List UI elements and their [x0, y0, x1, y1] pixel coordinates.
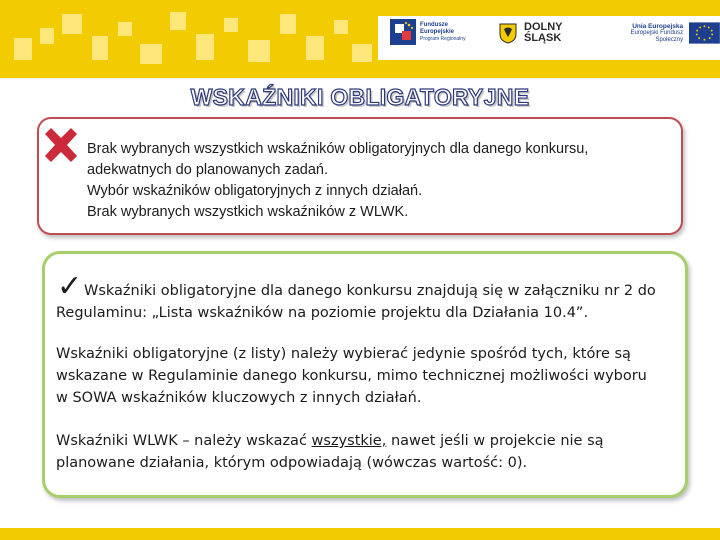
ds-line2: ŚLĄSK: [524, 32, 562, 44]
checkmark-icon: ✓: [57, 269, 83, 304]
ds-line1: DOLNY: [524, 21, 563, 33]
decor-square: [224, 18, 238, 32]
page-title: WSKAŹNIKI OBLIGATORYJNE: [190, 84, 530, 110]
positive-paragraph-2-line: w SOWA wskaźników kluczowych z innych działań.: [56, 390, 422, 406]
x-mark-icon: [41, 126, 81, 164]
positive-paragraph-1-line2: Regulaminu: „Lista wskaźników na poziomie projektu dla Działania 10.4”.: [56, 305, 589, 321]
decor-square: [40, 28, 54, 44]
dolny-slask-text: [524, 22, 563, 44]
decor-square: [248, 40, 270, 62]
eu-flag-icon: [689, 22, 720, 44]
decor-square: [62, 14, 82, 34]
decor-square: [280, 14, 296, 34]
negative-line: Brak wybranych wszystkich wskaźników obligatoryjnych dla danego konkursu,: [87, 141, 589, 157]
ue-line2: Europejski Fundusz Społeczny: [630, 29, 684, 43]
dolny-slask-crest-icon: [498, 22, 518, 44]
p3-pre: Wskaźniki WLWK – należy wskazać: [56, 433, 312, 449]
negative-line: Brak wybranych wszystkich wskaźników z WLWK.: [87, 204, 409, 220]
unia-europejska-logo: [604, 22, 720, 44]
negative-box: [37, 117, 683, 235]
positive-paragraph-2-line: wskazane w Regulaminie danego konkursu, mimo technicznej możliwości wyboru: [56, 368, 647, 384]
p3-underlined: wszystkie,: [311, 433, 387, 449]
fundusze-europejskie-text: [420, 22, 466, 43]
decor-square: [170, 12, 186, 30]
p3-post: nawet jeśli w projekcie nie są: [386, 433, 604, 449]
decor-square: [118, 22, 132, 36]
negative-line: Wybór wskaźników obligatoryjnych z innych działań.: [87, 183, 423, 199]
fe-line2: Europejskie: [420, 28, 455, 35]
positive-paragraph-2-line: Wskaźniki obligatoryjne (z listy) należy wybierać jedynie spośród tych, które są: [56, 346, 631, 362]
negative-text: [87, 139, 588, 223]
negative-line: adekwatnych do planowanych zadań.: [87, 162, 329, 178]
decor-square: [306, 36, 324, 60]
decor-square: [352, 44, 372, 62]
decor-square: [140, 44, 162, 64]
fe-line1: Fundusze: [420, 21, 448, 28]
dolny-slask-logo: [498, 22, 563, 44]
positive-paragraph-3-line2: planowane działania, którym odpowiadają (wówczas wartość: 0).: [56, 455, 528, 471]
fundusze-europejskie-logo: [390, 19, 466, 45]
fundusze-europejskie-icon: [390, 19, 416, 45]
ue-line1: Unia Europejska: [632, 22, 684, 30]
positive-paragraph-1-line1: Wskaźniki obligatoryjne dla danego konkursu znajdują się w załączniku nr 2 do: [84, 283, 656, 299]
ue-text: [604, 23, 683, 44]
positive-paragraph-3-line1: [56, 430, 676, 452]
footer-bar: [0, 528, 720, 540]
decor-square: [92, 36, 108, 60]
decor-square: [334, 20, 348, 34]
fe-line3: Program Regionalny: [420, 35, 466, 42]
positive-paragraph-3: [56, 430, 676, 474]
positive-paragraph-2: [56, 343, 676, 409]
decor-square: [14, 38, 32, 60]
decor-square: [196, 34, 214, 60]
